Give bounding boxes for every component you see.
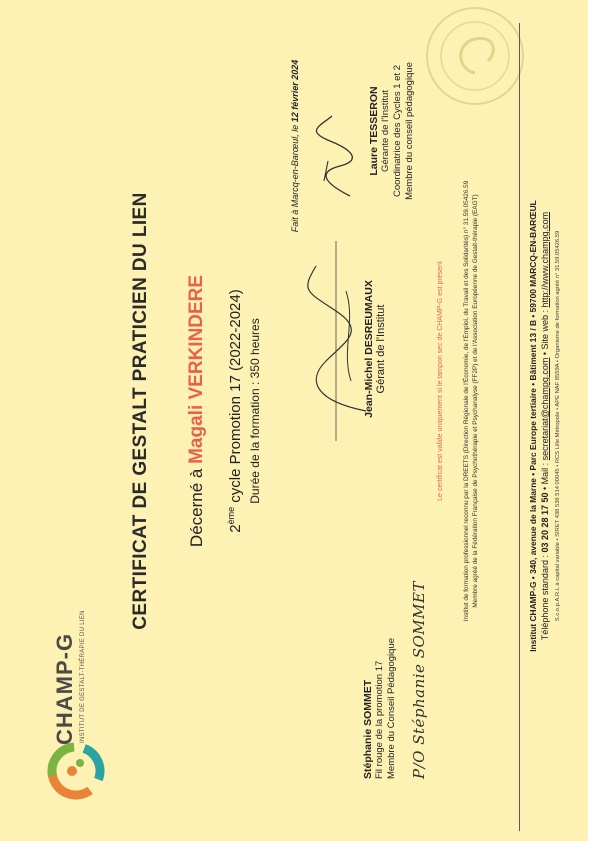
cycle-number: 2	[227, 524, 244, 533]
place-date-prefix: Fait à Marcq-en-Barœul, le	[290, 122, 300, 233]
recipient-name: Magali VERKINDERE	[186, 274, 207, 464]
awarded-line	[186, 41, 208, 781]
footer-address	[528, 31, 538, 821]
signatory-right-line3: Membre du conseil pédagogique	[404, 62, 415, 200]
footer-phone-label: Téléphone standard :	[540, 552, 550, 641]
accreditation-text	[462, 21, 480, 781]
signatory-left-name: Stéphanie SOMMET	[362, 679, 374, 779]
logo-name: CHAMP-G	[52, 632, 77, 745]
duration-text: Durée de la formation : 350 heures	[248, 318, 262, 504]
signatory-left-line1: Fil rouge de la promotion 17	[374, 660, 385, 779]
cycle-text: cycle Promotion 17 (2022-2024)	[227, 289, 244, 507]
cycle-suffix: ème	[226, 506, 236, 525]
footer-phone: 03 20 28 17 50	[540, 492, 550, 553]
footer-mail-label: • Mail :	[540, 460, 550, 493]
signatory-middle	[363, 249, 387, 449]
cycle-line	[226, 41, 244, 781]
signatory-middle-line1: Gérant de l'Institut	[375, 304, 387, 394]
footer-legal: S.c.o.p.A.R.L à capital variable • SIRET 438 538 514 00045 • RCS Lille Métropole • APE NAF 8559A • Organisme de formation agréé n° 31.59.05426.59	[555, 230, 561, 622]
certificate-title: CERTIFICAT DE GESTALT PRATICIEN DU LIEN	[130, 192, 151, 630]
footer-web-link[interactable]: http://www.champg.com	[540, 211, 550, 308]
signatory-middle-name: Jean-Michel DESREUMAUX	[363, 280, 375, 418]
logo-subtitle: INSTITUT DE GESTALT-THÉRAPIE DU LIEN	[80, 610, 86, 743]
validity-notice: Le certificat est valide uniquement si le tampon sec de CHAMP-G est présent	[437, 261, 444, 501]
signatory-right-name: Laure TESSERON	[368, 86, 380, 176]
footer-mail-link[interactable]: secretariat@champg.com	[540, 357, 550, 461]
accreditation-line2: Membre agréé de la Fédération Française de Psychothérapie et Psychanalyse (FF2P) et de l'Association Européenne de Gestalt-thérapie (EAGT)	[472, 194, 479, 608]
accreditation-line1: Institut de formation professionnel reconnu par la DREETS (Direction Régionale de l'Économie, de l'Emploi, du Travail et des Solidarités) n° 31.59.05426.59	[463, 180, 470, 622]
signatory-left	[362, 579, 398, 779]
embossed-seal-icon	[420, 1, 530, 111]
signatory-left-line2: Membre du Conseil Pédagogique	[386, 637, 397, 779]
awarded-prefix: Décerné à	[187, 463, 206, 548]
footer-contact	[540, 31, 550, 821]
signatory-right-line1: Gérante de l'Institut	[380, 89, 391, 173]
footer-web-label: • Site web :	[540, 307, 550, 358]
tesseron-signature	[310, 111, 360, 201]
page-edge	[588, 0, 611, 841]
place-date-value: 12 février 2024	[290, 59, 300, 123]
footer-divider	[519, 23, 520, 831]
signatory-right-line2: Coordinatrice des Cycles 1 et 2	[392, 65, 403, 198]
signatory-right	[368, 31, 416, 231]
footer-address-text: Institut CHAMP-G • 340, avenue de la Marne • Parc Europe tertiaire • Bâtiment 13 / B • 59700 MARCQ-EN-BARŒUL	[528, 200, 538, 652]
handwritten-signature: P/O Stéphanie SOMMET	[410, 581, 428, 779]
